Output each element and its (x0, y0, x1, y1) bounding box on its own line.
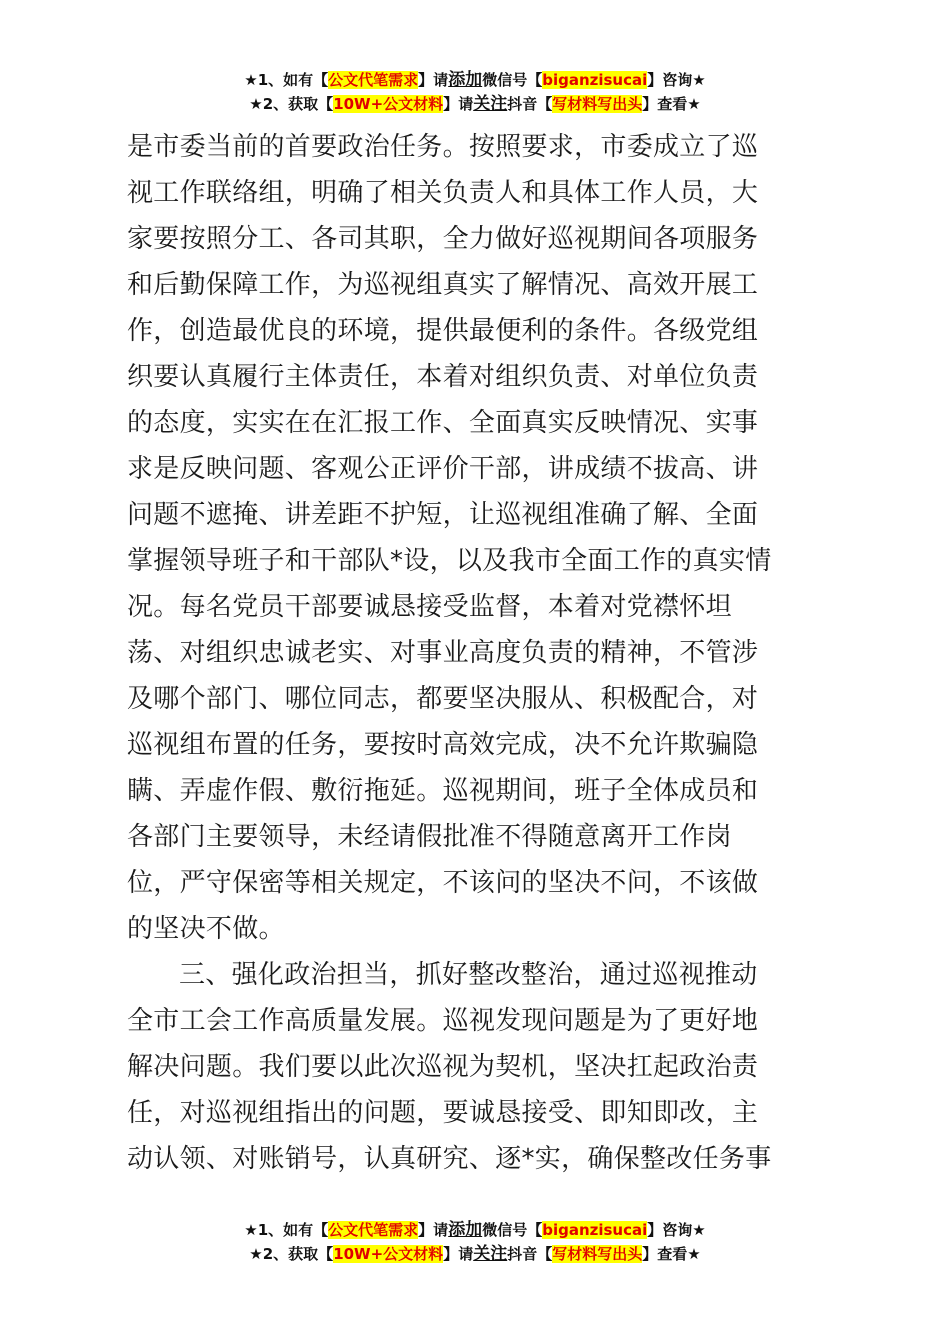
body-line: 巡视组布置的任务，要按时高效完成，决不允许欺骗隐 (127, 730, 759, 760)
body-line: 和后勤保障工作，为巡视组真实了解情况、高效开展工 (127, 270, 759, 300)
emphasis-add: 添加 (448, 1220, 483, 1240)
banner-text: 】咨询★ (647, 71, 706, 89)
douyin-account: 写材料写出头 (552, 95, 643, 113)
banner-line-2 (0, 1242, 950, 1266)
section-heading-line: 三、强化政治担当，抓好整改整治，通过巡视推动 (179, 960, 758, 990)
banner-line-1 (0, 1218, 950, 1242)
document-body (127, 124, 833, 1182)
body-line: 织要认真履行主体责任，本着对组织负责、对单位负责 (127, 362, 759, 392)
body-line: 全市工会工作高质量发展。巡视发现问题是为了更好地 (127, 1006, 759, 1036)
banner-text: 】请 (443, 1245, 474, 1263)
banner-text: 】请 (418, 71, 449, 89)
body-line: 问题不遮掩、讲差距不护短，让巡视组准确了解、全面 (127, 500, 759, 530)
banner-text: 】请 (443, 95, 474, 113)
highlight-materials: 10W+公文材料 (333, 1245, 444, 1263)
highlight-service: 公文代笔需求 (328, 1221, 419, 1239)
banner-text: 微信号【 (482, 71, 543, 89)
body-line: 掌握领导班子和干部队*设，以及我市全面工作的真实情 (127, 546, 772, 576)
emphasis-add: 添加 (448, 70, 483, 90)
body-line: 及哪个部门、哪位同志，都要坚决服从、积极配合，对 (127, 684, 759, 714)
body-line: 荡、对组织忠诚老实、对事业高度负责的精神，不管涉 (127, 638, 759, 668)
banner-text: ★2、获取【 (249, 95, 334, 113)
banner-text: 抖音【 (507, 95, 553, 113)
banner-text: 】咨询★ (647, 1221, 706, 1239)
emphasis-follow: 关注 (473, 94, 508, 114)
body-line: 位，严守保密等相关规定，不该问的坚决不问，不该做 (127, 868, 759, 898)
banner-text: ★2、获取【 (249, 1245, 334, 1263)
body-line: 视工作联络组，明确了相关负责人和具体工作人员，大 (127, 178, 759, 208)
banner-text: 抖音【 (507, 1245, 553, 1263)
banner-text: 】请 (418, 1221, 449, 1239)
header-banner (0, 68, 950, 116)
douyin-account: 写材料写出头 (552, 1245, 643, 1263)
body-line: 是市委当前的首要政治任务。按照要求，市委成立了巡 (127, 132, 759, 162)
wechat-id: biganzisucai (542, 1221, 648, 1239)
emphasis-follow: 关注 (473, 1244, 508, 1264)
banner-text: 微信号【 (482, 1221, 543, 1239)
highlight-materials: 10W+公文材料 (333, 95, 444, 113)
banner-text: 】查看★ (642, 95, 701, 113)
wechat-id: biganzisucai (542, 71, 648, 89)
highlight-service: 公文代笔需求 (328, 71, 419, 89)
body-line: 的坚决不做。 (127, 914, 285, 944)
body-line: 动认领、对账销号，认真研究、逐*实，确保整改任务事 (127, 1144, 772, 1174)
body-line: 各部门主要领导，未经请假批准不得随意离开工作岗 (127, 822, 732, 852)
banner-line-1 (0, 68, 950, 92)
body-line: 况。每名党员干部要诚恳接受监督，本着对党襟怀坦 (127, 592, 732, 622)
banner-text: ★1、如有【 (244, 71, 329, 89)
banner-line-2 (0, 92, 950, 116)
banner-text: ★1、如有【 (244, 1221, 329, 1239)
body-line: 作，创造最优良的环境，提供最便利的条件。各级党组 (127, 316, 759, 346)
body-line: 瞒、弄虚作假、敷衍拖延。巡视期间，班子全体成员和 (127, 776, 759, 806)
body-line: 解决问题。我们要以此次巡视为契机，坚决扛起政治责 (127, 1052, 759, 1082)
body-line: 的态度，实实在在汇报工作、全面真实反映情况、实事 (127, 408, 759, 438)
body-line: 家要按照分工、各司其职，全力做好巡视期间各项服务 (127, 224, 759, 254)
body-line: 任，对巡视组指出的问题，要诚恳接受、即知即改，主 (127, 1098, 759, 1128)
footer-banner (0, 1218, 950, 1266)
banner-text: 】查看★ (642, 1245, 701, 1263)
body-line: 求是反映问题、客观公正评价干部，讲成绩不拔高、讲 (127, 454, 759, 484)
